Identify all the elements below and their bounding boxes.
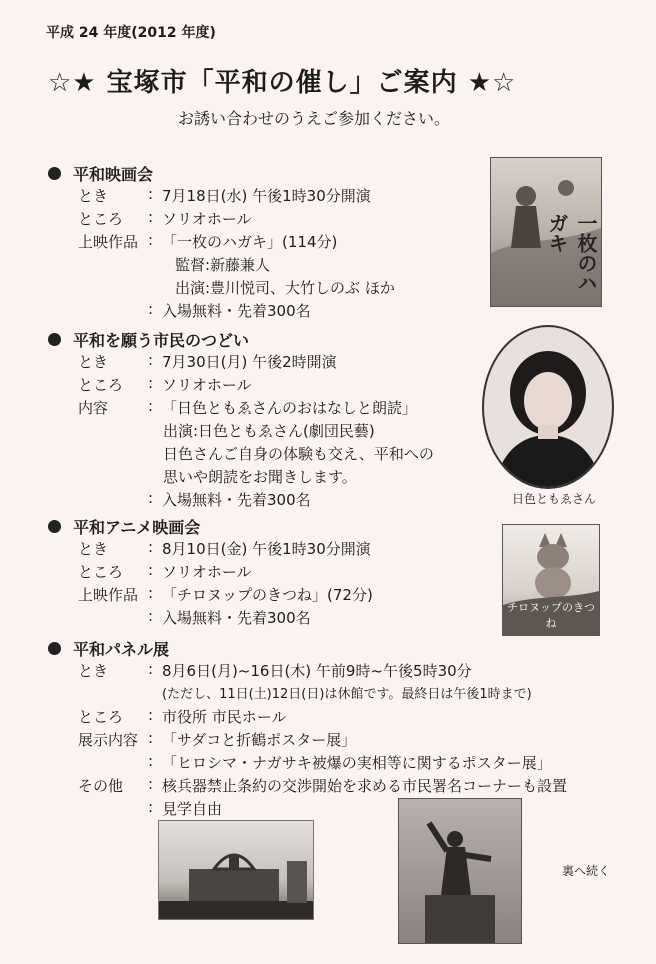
section-gathering-row: ところ : ソリオホール (78, 374, 252, 394)
section-panel-row: その他 : 核兵器禁止条約の交渉開始を求める市民署名コーナーも設置 (78, 775, 568, 795)
section-panel-row: : 「ヒロシマ・ナガサキ被爆の実相等に関するポスター展」 (148, 752, 552, 772)
fiscal-year: 平成 24 年度(2012 年度) (46, 25, 216, 41)
section-anime-note: : 入場無料・先着300名 (148, 607, 311, 627)
section-gathering-desc: 日色さんご自身の体験も交え、平和への (163, 445, 434, 463)
section-gathering-row: 内容 : 「日色ともゑさんのおはなしと朗読」 (78, 397, 418, 417)
section-movie-director: 監督:新藤兼人 (175, 256, 271, 274)
section-movie-row: とき : 7月18日(水) 午後1時30分開演 (78, 185, 371, 205)
section-anime-row: 上映作品 : 「チロヌップのきつね」(72分) (78, 584, 373, 604)
movie-poster-title: 一枚のハガキ (545, 213, 598, 293)
statue-photo (398, 798, 522, 944)
footer-continue-note: 裏へ続く (562, 864, 611, 878)
anime-poster-title: チロヌップのきつね (507, 601, 595, 630)
movie-poster-image (490, 157, 602, 307)
anime-poster-image (502, 524, 600, 636)
section-gathering-heading: 平和を願う市民のつどい (48, 328, 249, 351)
section-anime-row: ところ : ソリオホール (78, 561, 252, 581)
section-gathering-performer: 出演:日色ともゑさん(劇団民藝) (163, 422, 375, 440)
dome-art (159, 821, 313, 919)
portrait-image (482, 325, 614, 489)
section-panel-row: 展示内容 : 「サダコと折鶴ポスター展」 (78, 729, 357, 749)
section-anime-row: とき : 8月10日(金) 午後1時30分開演 (78, 538, 371, 558)
section-panel-row: ところ : 市役所 市民ホール (78, 706, 287, 726)
portrait-caption: 日色ともゑさん (512, 492, 597, 506)
bullet-icon (48, 167, 61, 180)
section-panel-row: : 見学自由 (148, 798, 223, 818)
bullet-icon (48, 333, 61, 346)
section-gathering-row: とき : 7月30日(月) 午後2時開演 (78, 351, 337, 371)
section-panel-heading: 平和パネル展 (48, 637, 169, 660)
page-title: ☆★ 宝塚市「平和の催し」ご案内 ★☆ (48, 68, 517, 98)
section-movie-note: : 入場無料・先着300名 (148, 300, 311, 320)
section-movie-row: ところ : ソリオホール (78, 208, 252, 228)
page-subtitle: お誘い合わせのうえご参加ください。 (178, 109, 451, 128)
statue-art (399, 799, 521, 943)
section-movie-cast: 出演:豊川悦司、大竹しのぶ ほか (175, 279, 395, 297)
bullet-icon (48, 520, 61, 533)
section-gathering-note: : 入場無料・先着300名 (148, 489, 311, 509)
section-panel-row: とき : 8月6日(月)~16日(木) 午前9時~午後5時30分 (78, 660, 472, 680)
dome-photo (158, 820, 314, 920)
portrait-art (484, 327, 612, 487)
bullet-icon (48, 642, 61, 655)
section-panel-closure: (ただし、11日(土)12日(日)は休館です。最終日は午後1時まで) (162, 687, 532, 702)
section-anime-heading: 平和アニメ映画会 (48, 515, 200, 538)
section-movie-row: 上映作品 : 「一枚のハガキ」(114分) (78, 231, 338, 251)
section-gathering-desc: 思いや朗読をお聞きします。 (163, 468, 357, 486)
section-movie-heading: 平和映画会 (48, 162, 153, 185)
